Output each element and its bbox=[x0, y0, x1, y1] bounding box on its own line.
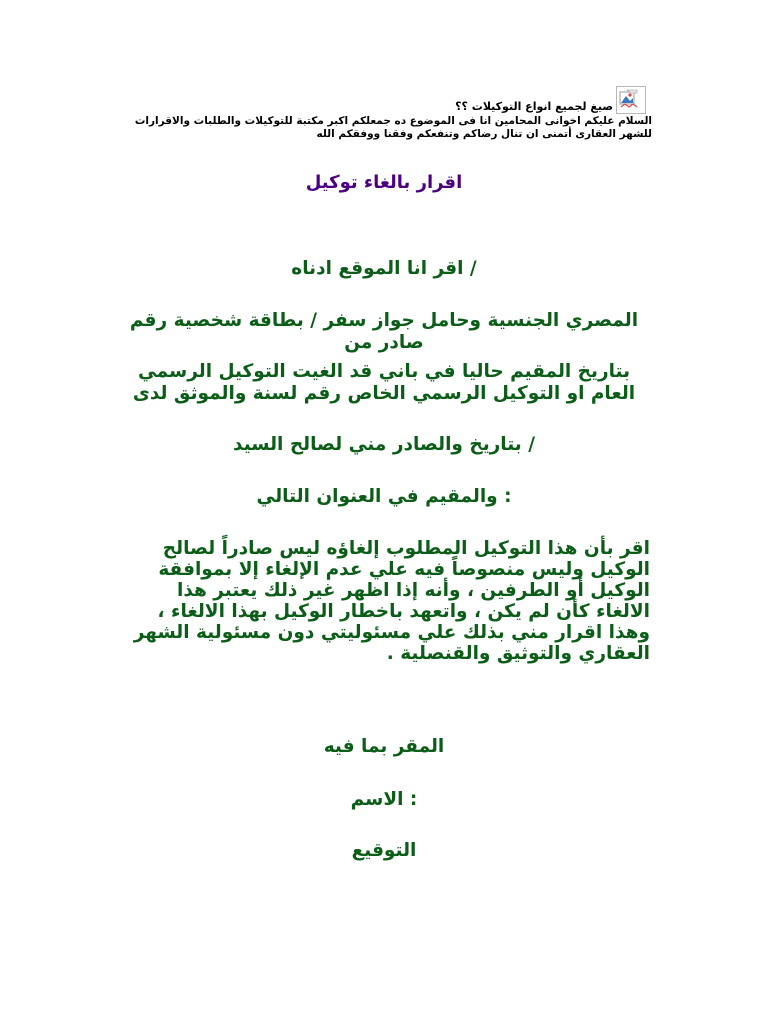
document-title: اقرار بالغاء توكيل bbox=[305, 172, 463, 193]
header-title-row bbox=[110, 86, 652, 114]
header-title: صيغ لجميع انواع التوكيلات ؟؟ bbox=[455, 100, 613, 113]
declaration-line-3: بتاريخ المقيم حاليا في باني قد الغيت التوكيل الرسمي العام او التوكيل الرسمي الخاص رقم لسنة والموثق لدى bbox=[132, 361, 636, 404]
post-header bbox=[110, 86, 652, 141]
declaration-line-5: : والمقيم في العنوان التالي bbox=[256, 486, 512, 507]
header-body: السلام عليكم اخوانى المحامين انا فى الموضوع ده جمعلكم اكبر مكتبة للتوكيلات والطلبات والاقرارات للشهر العقارى أتمنى ان تنال رضاكم وتنفعكم وفقنا ووفقكم الله bbox=[134, 115, 652, 140]
name-label: : الاسم bbox=[350, 789, 418, 810]
declaration-line-1: / اقر انا الموقع ادناه bbox=[291, 258, 477, 279]
declaration-paragraph: اقر بأن هذا التوكيل المطلوب إلغاؤه ليس صادراً لصالح الوكيل وليس منصوصاً فيه علي عدم الإلغاء إلا بموافقة الوكيل أو الطرفين ، وأنه إذا اظهر غير ذلك يعتبر هذا الالغاء كأن لم يكن ، واتعهد باخطار الوكيل بهذا الالغاء ، وهذا اقرار مني بذلك علي مسئوليتي دون مسئولية الشهر العقاري والتوثيق والقنصلية . bbox=[133, 538, 650, 664]
declarant-label: المقر بما فيه bbox=[323, 736, 445, 757]
declaration-line-2: المصري الجنسية وحامل جواز سفر / بطاقة شخصية رقم صادر من bbox=[129, 310, 639, 353]
broken-image-icon bbox=[616, 86, 646, 114]
signature-label: التوقيع bbox=[351, 840, 417, 861]
declaration-line-4: / بتاريخ والصادر مني لصالح السيد bbox=[233, 434, 535, 455]
